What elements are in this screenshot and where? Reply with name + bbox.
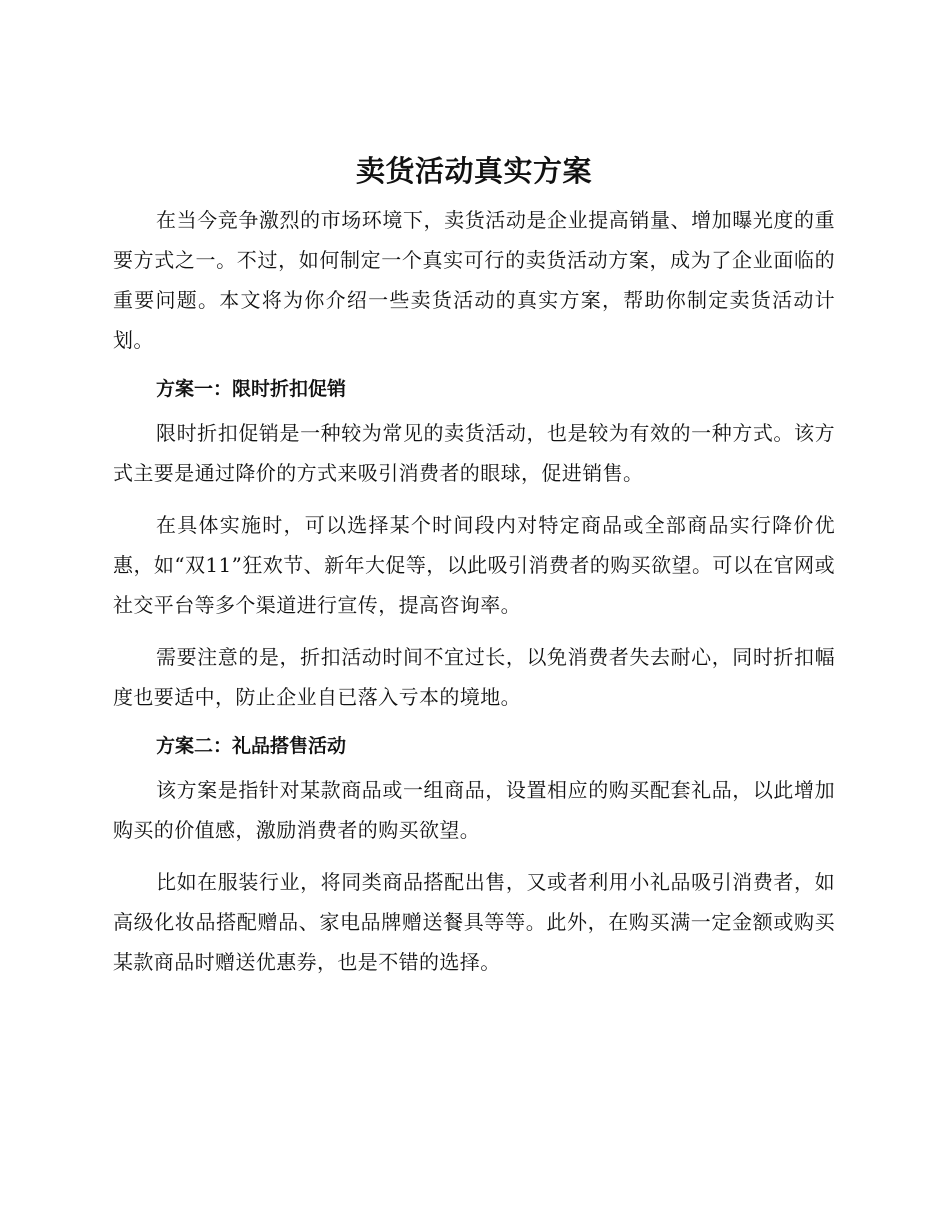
section-2-paragraph-2: 比如在服装行业，将同类商品搭配出售，又或者利用小礼品吸引消费者，如高级化妆品搭配赠品、家电品牌赠送餐具等等。此外，在购买满一定金额或购买某款商品时赠送优惠券，也是不错的选择。	[113, 870, 835, 974]
section-2-paragraph-1: 该方案是指针对某款商品或一组商品，设置相应的购买配套礼品，以此增加购买的价值感，激励消费者的购买欲望。	[113, 778, 835, 842]
document-title: 卖货活动真实方案	[355, 154, 592, 188]
section-heading-1: 方案一：限时折扣促销	[156, 378, 347, 400]
section-1-paragraph-2: 在具体实施时，可以选择某个时间段内对特定商品或全部商品实行降价优惠，如“双11”狂欢节、新年大促等，以此吸引消费者的购买欲望。可以在官网或社交平台等多个渠道进行宣传，提高咨询率。	[113, 513, 835, 617]
section-1-paragraph-3: 需要注意的是，折扣活动时间不宜过长，以免消费者失去耐心，同时折扣幅度也要适中，防止企业自已落入亏本的境地。	[113, 645, 835, 709]
intro-paragraph: 在当今竞争激烈的市场环境下，卖货活动是企业提高销量、增加曝光度的重要方式之一。不过，如何制定一个真实可行的卖货活动方案，成为了企业面临的重要问题。本文将为你介绍一些卖货活动的真实方案，帮助你制定卖货活动计划。	[113, 208, 835, 352]
section-heading-2: 方案二：礼品搭售活动	[156, 735, 347, 757]
document-body	[113, 150, 835, 982]
section-1-paragraph-1: 限时折扣促销是一种较为常见的卖货活动，也是较为有效的一种方式。该方式主要是通过降价的方式来吸引消费者的眼球，促进销售。	[113, 421, 835, 485]
